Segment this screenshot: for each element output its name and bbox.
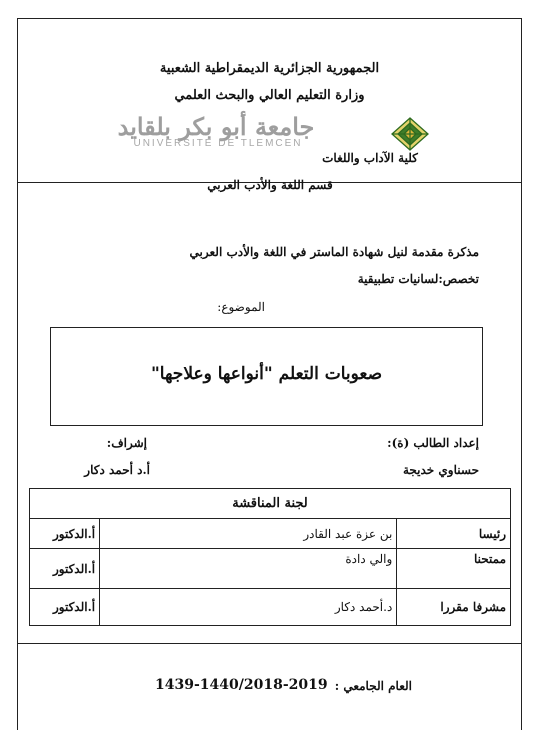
supervisor-label: إشراف: bbox=[106, 436, 147, 450]
university-emblem-icon bbox=[388, 114, 432, 154]
republic-name: الجمهورية الجزائرية الديمقراطية الشعبية bbox=[159, 61, 380, 76]
footer-divider bbox=[17, 643, 522, 644]
academic-year-label: العام الجامعي : bbox=[334, 679, 412, 693]
jury-member-title: أ.الدكتور bbox=[30, 589, 100, 626]
university-logo-arabic: جامعة أبو بكر بلقايد bbox=[117, 112, 315, 141]
department-name: قسم اللغة والأدب العربي bbox=[207, 178, 333, 192]
thesis-specialty: تخصص:لسانيات تطبيقية bbox=[357, 272, 479, 286]
ministry-name: وزارة التعليم العالي والبحث العلمي bbox=[174, 88, 365, 103]
faculty-name: كلية الآداب واللغات bbox=[322, 151, 418, 165]
jury-member-name: د.أحمد دكار bbox=[100, 589, 397, 626]
jury-member-title: أ.الدكتور bbox=[30, 549, 100, 589]
jury-title: لجنة المناقشة bbox=[30, 489, 511, 519]
academic-year-value: 1439-1440/2018-2019 bbox=[155, 677, 328, 693]
table-row bbox=[30, 549, 511, 589]
table-row bbox=[30, 519, 511, 549]
jury-member-role: رئيسا bbox=[397, 519, 511, 549]
university-logo-latin: UNIVERSITÉ DE TLEMCEN bbox=[133, 138, 303, 149]
jury-member-title: أ.الدكتور bbox=[30, 519, 100, 549]
student-name: حسناوي خديجة bbox=[402, 463, 479, 477]
thesis-purpose: مذكرة مقدمة لنيل شهادة الماستر في اللغة والأدب العربي bbox=[189, 245, 479, 259]
jury-member-name: والي دادة bbox=[100, 549, 397, 589]
student-label: إعداد الطالب (ة): bbox=[387, 436, 479, 450]
supervisor-name: أ.د أحمد دكار bbox=[84, 463, 150, 477]
subject-label: الموضوع: bbox=[217, 300, 265, 314]
jury-member-role: ممتحنا bbox=[397, 549, 511, 589]
table-row bbox=[30, 589, 511, 626]
jury-member-role: مشرفا مقررا bbox=[397, 589, 511, 626]
jury-member-name: بن عزة عبد القادر bbox=[100, 519, 397, 549]
jury-table bbox=[29, 488, 511, 626]
thesis-title: صعوبات التعلم "أنواعها وعلاجها" bbox=[150, 364, 383, 384]
